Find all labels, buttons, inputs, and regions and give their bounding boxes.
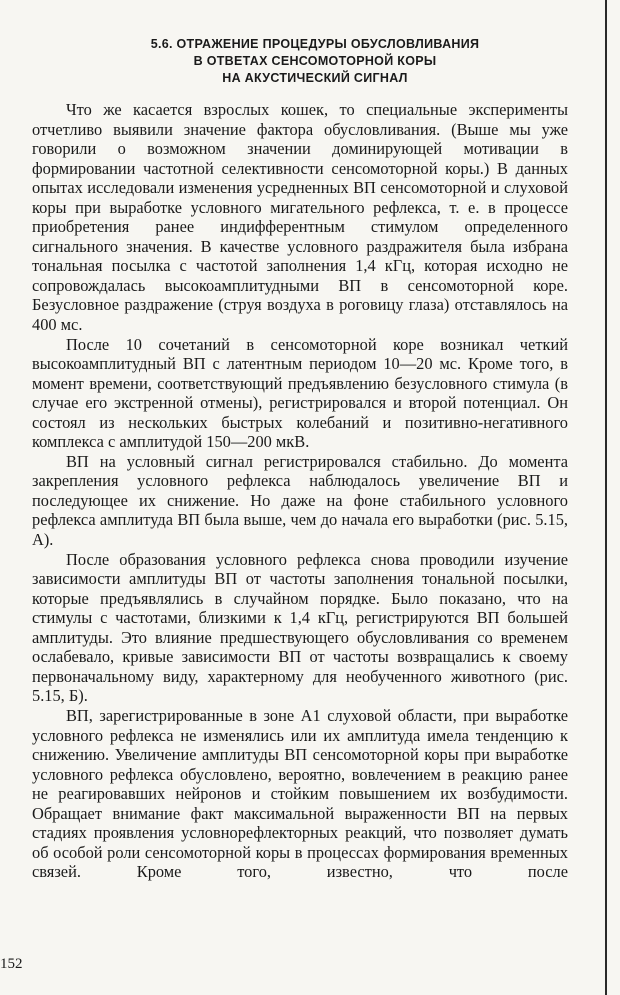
paragraph: ВП на условный сигнал регистрировался стабильно. До момента закрепления условного рефлекса наблюдалось увеличение ВП и последующее их снижение. Но даже на фоне стабильного условного рефлекса амплитуда ВП была выше, чем до начала его выработки (рис. 5.15, А). [32,451,568,550]
page-number: 152 [0,956,23,972]
paragraph: После 10 сочетаний в сенсомоторной коре возникал четкий высокоамплитудный ВП с латентным периодом 10—20 мс. Кроме того, в момент времени, соответствующий предъявлению безусловного стимула (в случае его экстренной отмены), регистрировался и второй потенциал. Он состоял из нескольких быстрых колебаний и позитивно-негативного комплекса с амплитудой 150—200 мкВ. [32,334,568,452]
heading-line: 5.6. ОТРАЖЕНИЕ ПРОЦЕДУРЫ ОБУСЛОВЛИВАНИЯ [150,37,480,51]
page-edge-rule [605,0,607,995]
body-text [32,100,568,882]
paragraph: ВП, зарегистрированные в зоне А1 слуховой области, при выработке условного рефлекса не изменялись или их амплитуда имела тенденцию к снижению. Увеличение амплитуды ВП сенсомоторной коры при выработке условного рефлекса обусловлено, вероятно, вовлечением в реакцию ранее не реагировавших нейронов и стойким повышением их возбудимости. Обращает внимание факт максимальной выраженности ВП на первых стадиях проявления условнорефлекторных реакций, что позволяет думать об особой роли сенсомоторной коры в процессах формирования временных связей. Кроме того, известно, что после [32,705,568,882]
paragraph: Что же касается взрослых кошек, то специальные эксперименты отчетливо выявили значение фактора обусловливания. (Выше мы уже говорили о возможном значении доминирующей мотивации в формировании частотной селективности сенсомоторной коры.) В данных опытах исследовали изменения усредненных ВП сенсомоторной и слуховой коры при выработке условного мигательного рефлекса, т. е. в процессе приобретения ранее индифферентным стимулом определенного сигнального значения. В качестве условного раздражителя была избрана тональная посылка с частотой заполнения 1,4 кГц, которая исходно не сопровождалась высокоамплитудными ВП в сенсомоторной коре. Безусловное раздражение (струя воздуха в роговицу глаза) отставлялось на 400 мс. [32,100,568,335]
heading-line: НА АКУСТИЧЕСКИЙ СИГНАЛ [222,71,408,85]
paragraph: После образования условного рефлекса снова проводили изучение зависимости амплитуды ВП от частоты заполнения тональной посылки, которые предъявлялись в случайном порядке. Было показано, что на стимулы с частотами, близкими к 1,4 кГц, регистрируются ВП большей амплитуды. Это влияние предшествующего обусловливания со временем ослабевало, кривые зависимости ВП от частоты возвращались к своему первоначальному виду, характерному для необученного животного (рис. 5.15, Б). [32,549,568,706]
heading-line: В ОТВЕТАХ СЕНСОМОТОРНОЙ КОРЫ [193,54,437,68]
section-heading [60,36,570,87]
